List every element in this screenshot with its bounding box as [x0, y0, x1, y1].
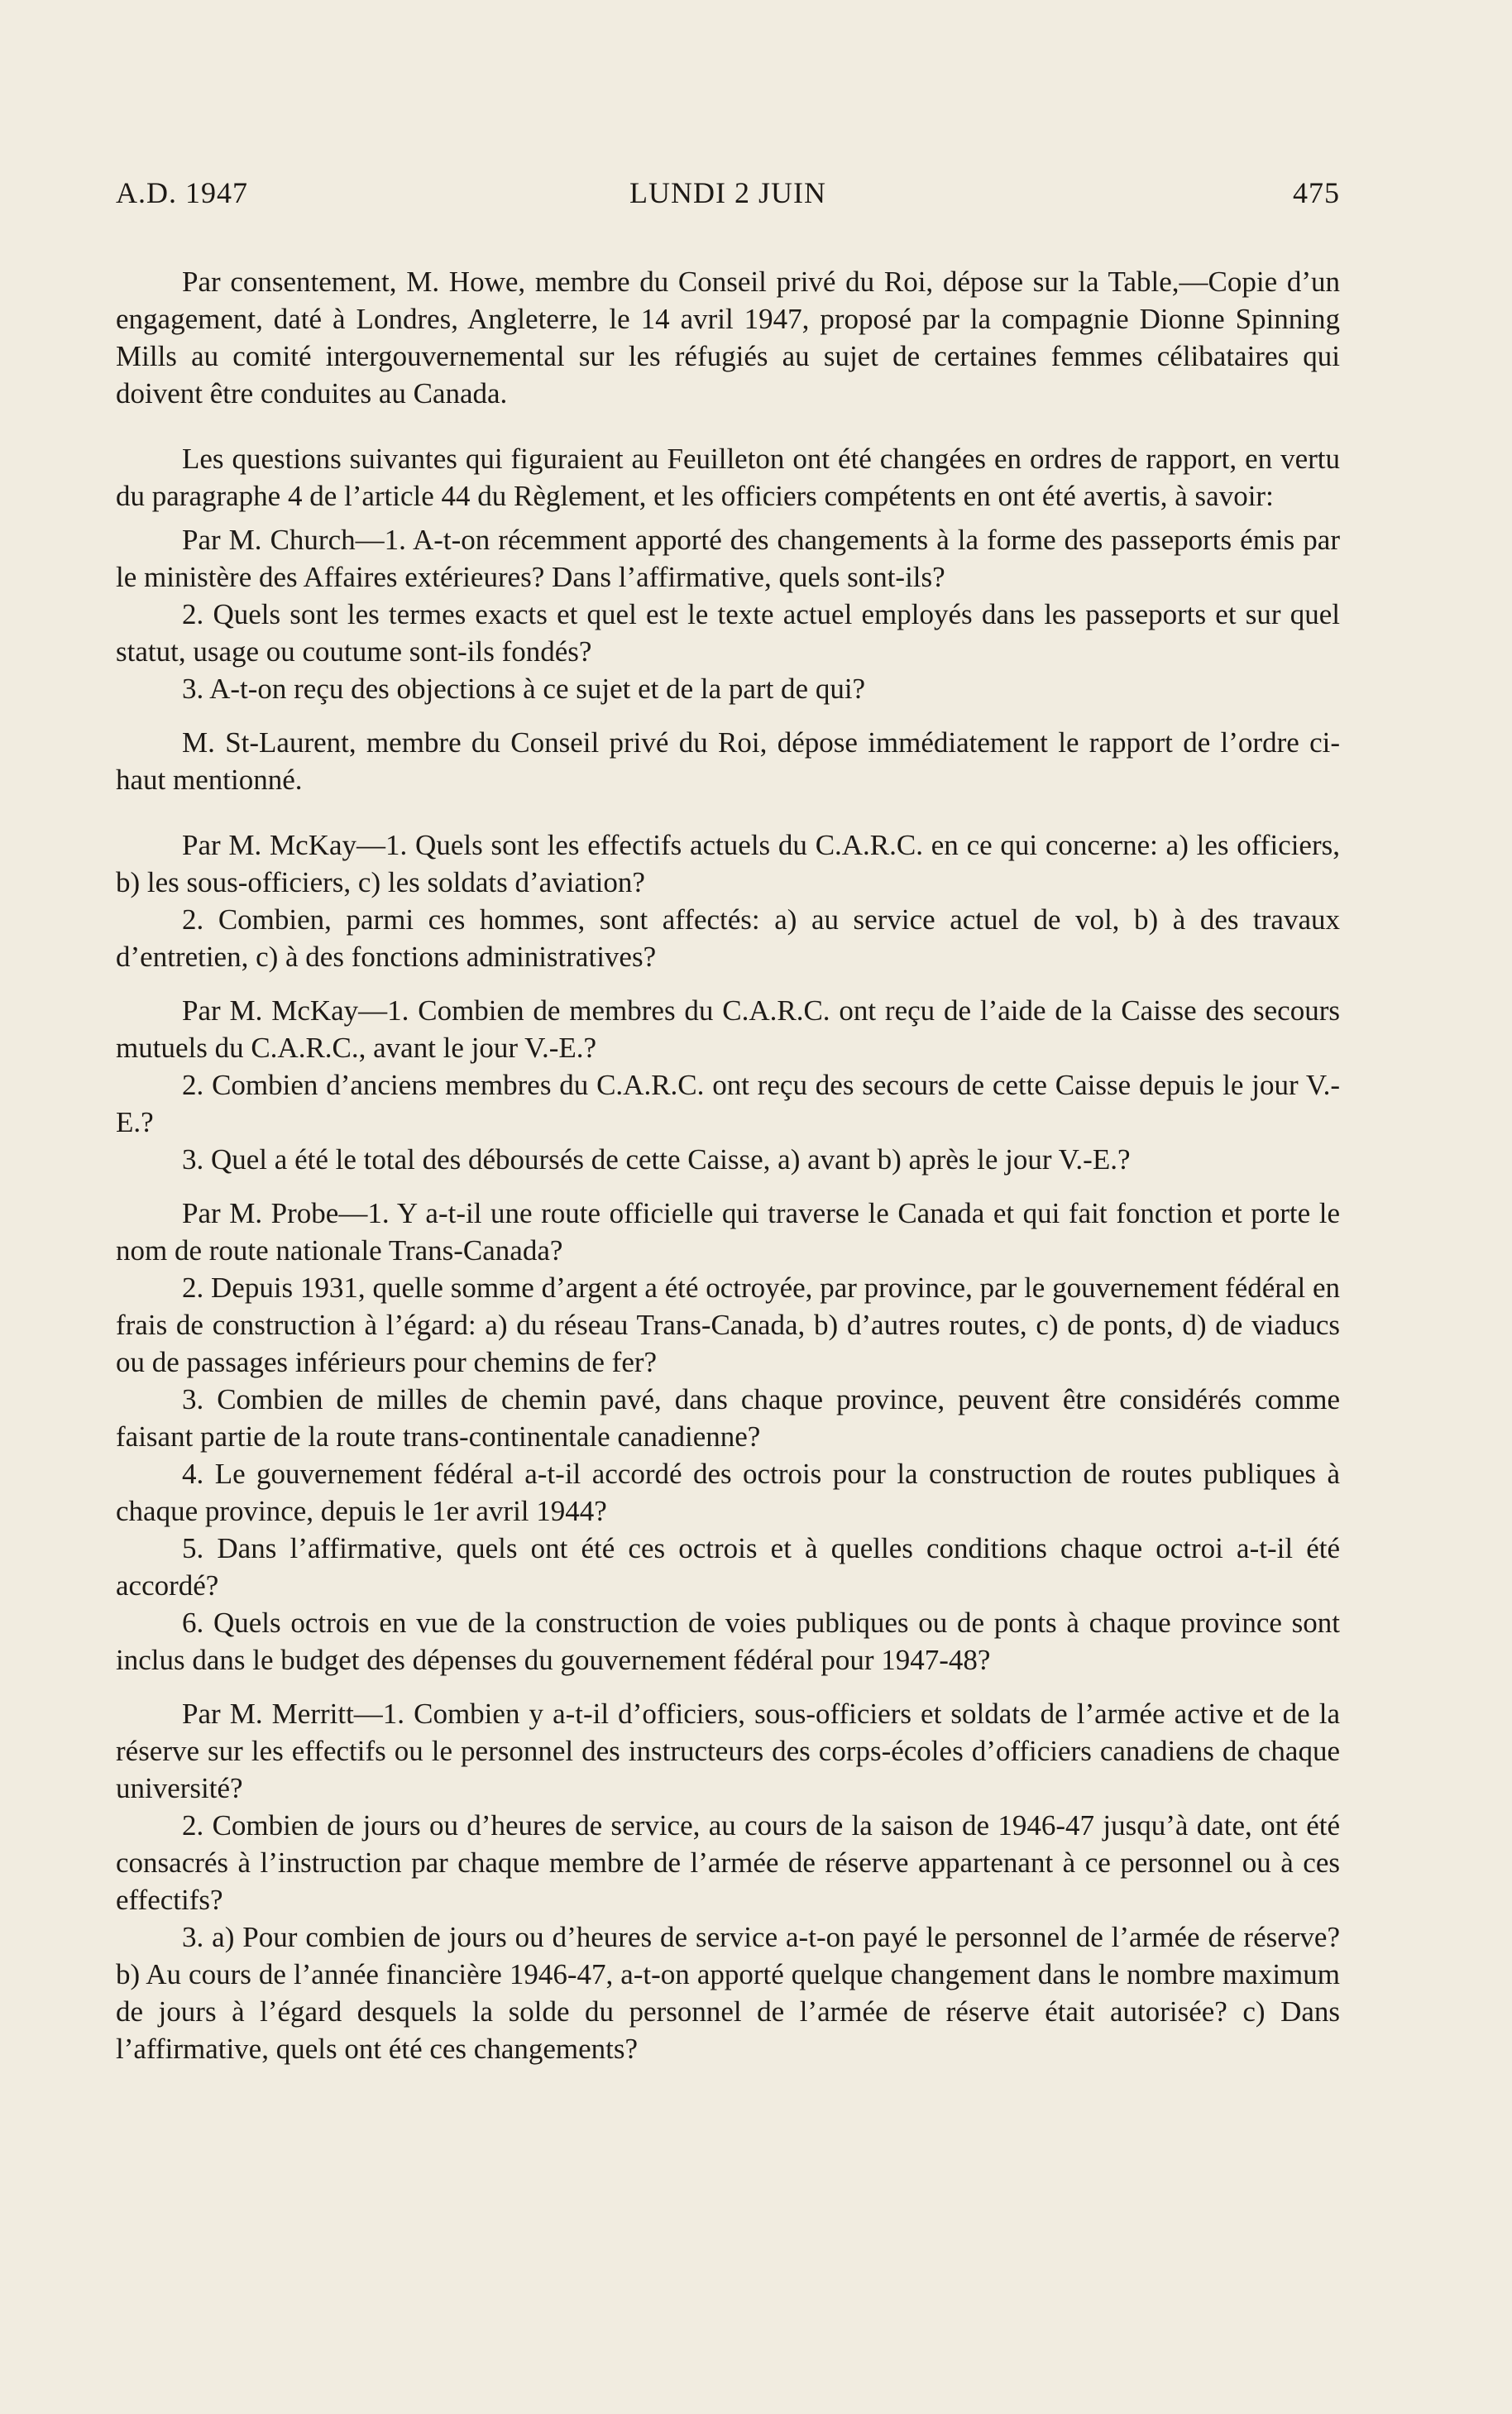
question-probe-4: 4. Le gouvernement fédéral a-t-il accordé des octrois pour la construction de routes publiques à chaque province, depuis le 1er avril 1944?	[116, 1458, 1340, 1527]
question-mckay-b-1: Par M. McKay—1. Combien de membres du C.A.R.C. ont reçu de l’aide de la Caisse des secours mutuels du C.A.R.C., avant le jour V.-E.?	[116, 994, 1340, 1064]
question-probe-1: Par M. Probe—1. Y a-t-il une route officielle qui traverse le Canada et qui fait fonction et porte le nom de route nationale Trans-Canada?	[116, 1197, 1340, 1267]
question-church-1: Par M. Church—1. A-t-on récemment apporté des changements à la forme des passeports émis par le ministère des Affaires extérieures? Dans l’affirmative, quels sont-ils?	[116, 524, 1340, 593]
question-church-3: 3. A-t-on reçu des objections à ce sujet et de la part de qui?	[182, 673, 866, 705]
header-year: A.D. 1947	[116, 176, 248, 209]
question-mckay-b-2: 2. Combien d’anciens membres du C.A.R.C. ont reçu des secours de cette Caisse depuis le jour V.-E.?	[116, 1069, 1340, 1138]
page-header	[116, 175, 1340, 217]
document-body	[116, 263, 1340, 2067]
question-church-2: 2. Quels sont les termes exacts et quel est le texte actuel employés dans les passeports et sur quel statut, usage ou coutume sont-ils fondés?	[116, 598, 1340, 668]
page-number: 475	[1293, 176, 1340, 209]
question-probe-5: 5. Dans l’affirmative, quels ont été ces octrois et à quelles conditions chaque octroi a-t-il été accordé?	[116, 1532, 1340, 1602]
question-probe-2: 2. Depuis 1931, quelle somme d’argent a été octroyée, par province, par le gouvernement fédéral en frais de construction à l’égard: a) du réseau Trans-Canada, b) d’autres routes, c) de ponts, d) de viaducs ou de passages inférieurs pour chemins de fer?	[116, 1272, 1340, 1378]
question-merritt-3: 3. a) Pour combien de jours ou d’heures de service a-t-on payé le personnel de l’armée de réserve? b) Au cours de l’année financière 1946-47, a-t-on apporté quelque changement dans le nombre maximum de jours à l’égard desquels la solde du personnel de l’armée de réserve était autorisée? c) Dans l’affirmative, quels ont été ces changements?	[116, 1921, 1340, 2065]
question-probe-6: 6. Quels octrois en vue de la construction de voies publiques ou de ponts à chaque province sont inclus dans le budget des dépenses du gouvernement fédéral pour 1947-48?	[116, 1607, 1340, 1676]
question-mckay-a-2: 2. Combien, parmi ces hommes, sont affectés: a) au service actuel de vol, b) à des travaux d’entretien, c) à des fonctions administratives?	[116, 903, 1340, 973]
question-probe-3: 3. Combien de milles de chemin pavé, dans chaque province, peuvent être considérés comme faisant partie de la route trans-continentale canadienne?	[116, 1383, 1340, 1453]
question-merritt-1: Par M. Merritt—1. Combien y a-t-il d’officiers, sous-officiers et soldats de l’armée active et de la réserve sur les effectifs ou le personnel des instructeurs des corps-écoles d’officiers canadiens de chaque université?	[116, 1698, 1340, 1804]
paragraph-questions-intro: Les questions suivantes qui figuraient au Feuilleton ont été changées en ordres de rapport, en vertu du paragraphe 4 de l’article 44 du Règlement, et les officiers compétents en ont été avertis, à savoir:	[116, 443, 1340, 512]
question-mckay-b-3: 3. Quel a été le total des déboursés de cette Caisse, a) avant b) après le jour V.-E.?	[182, 1143, 1131, 1176]
paragraph-st-laurent-report: M. St-Laurent, membre du Conseil privé du Roi, dépose immédiatement le rapport de l’ordre ci-haut mentionné.	[116, 726, 1340, 796]
paragraph-howe-tabling: Par consentement, M. Howe, membre du Conseil privé du Roi, dépose sur la Table,—Copie d’un engagement, daté à Londres, Angleterre, le 14 avril 1947, proposé par la compagnie Dionne Spinning Mills au comité intergouvernemental sur les réfugiés au sujet de certaines femmes célibataires qui doivent être conduites au Canada.	[116, 266, 1340, 410]
header-date: LUNDI 2 JUIN	[629, 176, 826, 209]
question-mckay-a-1: Par M. McKay—1. Quels sont les effectifs actuels du C.A.R.C. en ce qui concerne: a) les officiers, b) les sous-officiers, c) les soldats d’aviation?	[116, 829, 1340, 898]
question-merritt-2: 2. Combien de jours ou d’heures de service, au cours de la saison de 1946-47 jusqu’à date, ont été consacrés à l’instruction par chaque membre de l’armée de réserve appartenant à ce personnel ou à ces effectifs?	[116, 1809, 1340, 1916]
